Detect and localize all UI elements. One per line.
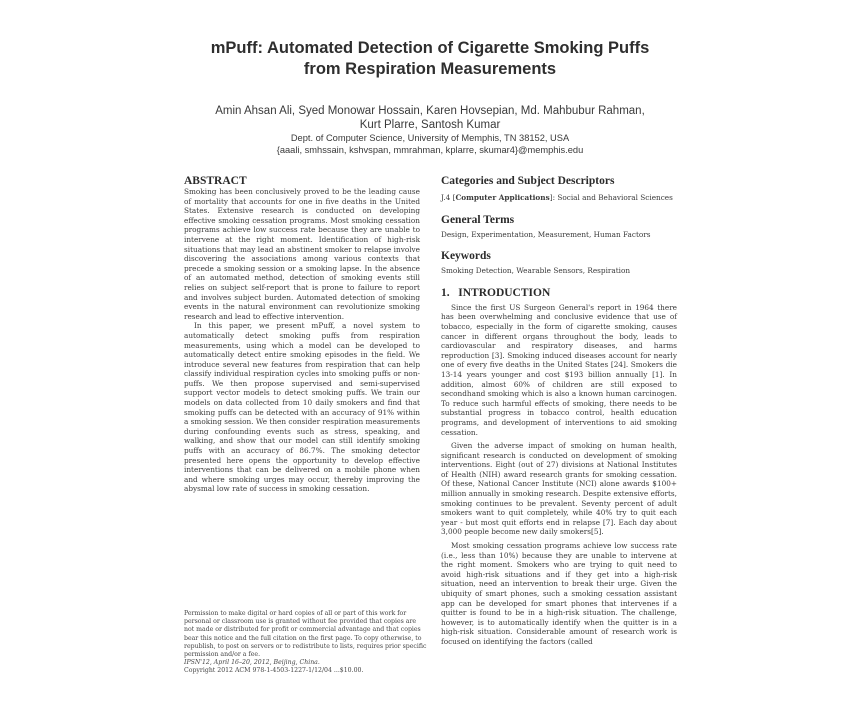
title-line-1: mPuff: Automated Detection of Cigarette Smoking Puffs <box>210 39 650 57</box>
left-column <box>184 175 420 494</box>
intro-paragraph-1: Since the first US Surgeon General's report in 1964 there has been overwhelming and conclusive evidence that use of tobacco, especially in the form of cigarette smoking, causes cancer in different organs throughout the body, leads to cardiovascular and respiratory diseases, and harms reproduction [3]. Smoking induced diseases account for nearly one of every five deaths in the United States [24]. Smokers die 13-14 years younger and cost $193 billion annually [1]. In addition, almost 60% of children are still exposed to secondhand smoking which is also a known human carcinogen. To reduce such harmful effects of smoking, there needs to be substantial progress in tobacco control, health education programs, and development of interventions to aid smoking cessation. <box>441 302 677 437</box>
categories-bold: Computer Applications <box>455 193 550 202</box>
conference-line: IPSN'12, April 16–20, 2012, Beijing, China. <box>184 659 320 667</box>
abstract-paragraph-2: In this paper, we present mPuff, a novel system to automatically detect smoking puffs from respiration measurements, using which a model can be developed to automatically detect entire smoking episodes in the field. We introduce several new features from respiration that can help classify individual respiration cycles into smoking puffs or non-puffs. We then propose supervised and semi-supervised support vector models to detect smoking puffs. We train our models on data collected from 10 daily smokers and find that smoking puffs can be detected with an accuracy of 91% within a smoking session. We then consider respiration measurements during confounding events such as stress, speaking, and walking, and show that our model can still identify smoking puffs with an accuracy of 86.7%. The smoking detector presented here opens the opportunity to develop effective interventions that can be delivered on a mobile phone when and where smoking urges may occur, thereby improving the abysmal low rate of success in smoking cessation. <box>184 321 420 494</box>
right-column <box>441 175 677 647</box>
copyright-line: not made or distributed for profit or commercial advantage and that copies <box>184 626 421 634</box>
abstract-paragraph-1: Smoking has been conclusively proved to be the leading cause of mortality that accounts for one in five deaths in the United States. Extensive research is conducted on developing effective smoking cessation programs. Most smoking cessation programs achieve low success rate because they are unable to intervene at the right moment. Identification of high-risk situations that may lead an abstinent smoker to relapse involve discovering the associations among various contexts that precede a smoking session or a smoking lapse. In the absence of an automated method, detection of smoking events still relies on subject self-report that is prone to failure to report and involves subject burden. Automated detection of smoking events in the natural environment can revolutionize smoking research and lead to effective intervention. <box>184 187 420 321</box>
authors-line-1: Amin Ahsan Ali, Syed Monowar Hossain, Karen Hovsepian, Md. Mahbubur Rahman, <box>215 105 645 117</box>
categories-text <box>441 193 677 203</box>
intro-paragraph-3: Most smoking cessation programs achieve low success rate (i.e., less than 10%) because they are unable to intervene at the right moment. Smokers who are trying to quit need to avoid high-risk situations and if they get into a high-risk situation, need an intervention to break their urge. Given the ubiquity of smart phones, such a smoking cessation assistant app can be developed for smart phones that intervenes if a quitter is found to be in a high-risk situation. The challenge, however, is to automatically identify when the quitter is in a high-risk situation. Considerable amount of research work is focused on identifying the factors (called <box>441 541 677 646</box>
title-line-2: from Respiration Measurements <box>303 60 557 78</box>
copyright-notice <box>184 610 427 676</box>
general-terms-heading: General Terms <box>441 213 515 226</box>
general-terms-text: Design, Experimentation, Measurement, Human Factors <box>441 229 651 239</box>
copyright-line: personal or classroom use is granted without fee provided that copies are <box>184 618 417 626</box>
categories-heading: Categories and Subject Descriptors <box>441 175 615 187</box>
abstract-heading: ABSTRACT <box>184 175 247 187</box>
introduction-heading: 1. INTRODUCTION <box>441 286 551 299</box>
intro-paragraph-2: Given the adverse impact of smoking on human health, significant research is conducted on development of smoking interventions. Eight (out of 27) divisions at National Institutes of Health (NIH) award research grants for smoking cessation. Of these, National Cancer Institute (NCI) alone awards $100+ million annually in smoking research. Despite extensive efforts, smoking continues to be prevalent. Seventy percent of adult smokers want to quit completely, while 40% try to quit each year - but most quit efforts end in relapse [7]. Each day about 3,000 people become new daily smokers[5]. <box>441 441 677 537</box>
affiliation: Dept. of Computer Science, University of Memphis, TN 38152, USA <box>290 133 570 143</box>
copyright-line: permission and/or a fee. <box>184 651 261 659</box>
categories-suffix: ]: Social and Behavioral Sciences <box>549 193 673 202</box>
copyright-year-line: Copyright 2012 ACM 978-1-4503-1227-1/12/04 ...$10.00. <box>184 667 364 675</box>
copyright-line: bear this notice and the full citation on the first page. To copy otherwise, to <box>184 634 422 642</box>
copyright-line: republish, to post on servers or to redistribute to lists, requires prior specific <box>184 642 427 650</box>
keywords-heading: Keywords <box>441 250 491 263</box>
authors-line-2: Kurt Plarre, Santosh Kumar <box>359 119 501 131</box>
paper-title <box>0 38 860 80</box>
categories-prefix: J.4 [ <box>441 193 456 202</box>
author-block <box>0 104 860 156</box>
author-emails: {aaali, smhssain, kshvspan, mmrahman, kplarre, skumar4}@memphis.edu <box>276 145 584 155</box>
copyright-line: Permission to make digital or hard copies of all or part of this work for <box>184 610 407 617</box>
keywords-text: Smoking Detection, Wearable Sensors, Respiration <box>441 266 631 276</box>
